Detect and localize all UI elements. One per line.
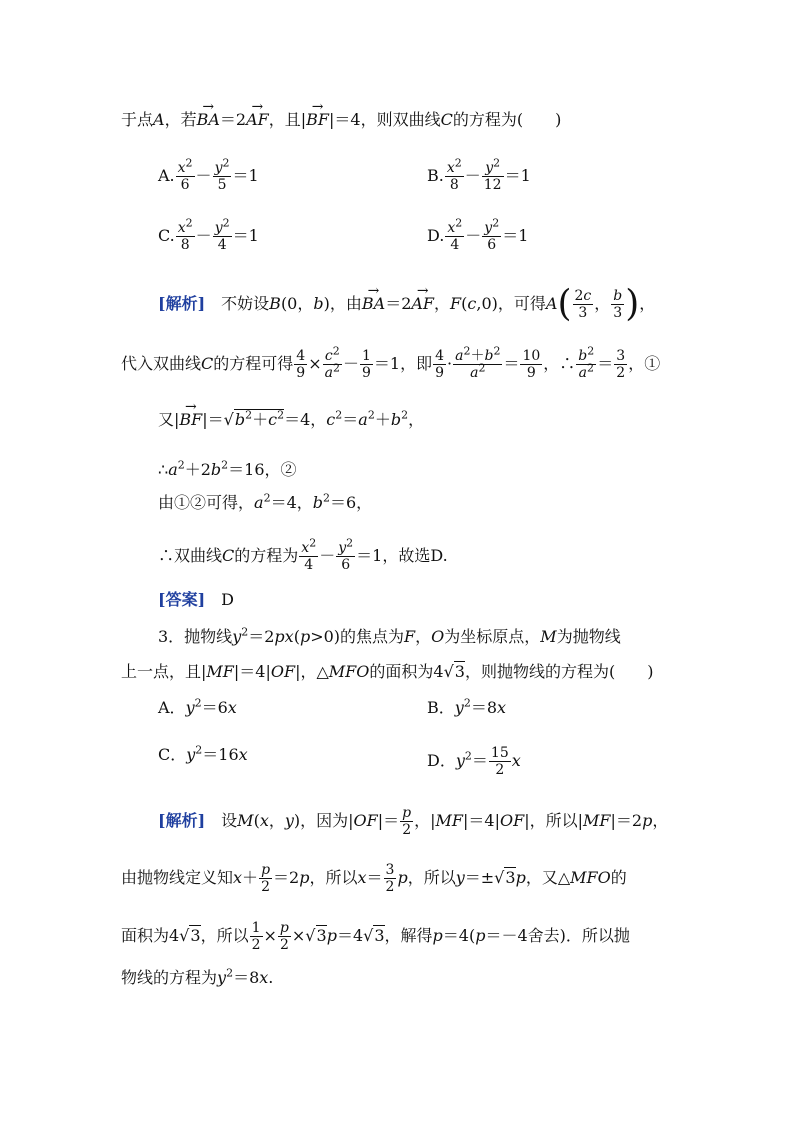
answer-label: [答案]: [158, 590, 206, 609]
analysis-3-label: [解析]: [158, 811, 206, 830]
option-a[interactable]: A. $\frac{x^2}{6}$ － $\frac{y^2}{5}$ ＝1: [158, 156, 259, 193]
problem-3-stem-line-2: 上一点，且|MF|＝4|OF|，△MFO的面积为4√3，则抛物线的方程为( ): [121, 662, 654, 681]
answer-value: D: [221, 590, 234, 609]
option-3d[interactable]: D．$y^2=$ $\frac{15}{2}$ x: [427, 745, 521, 778]
problem-3-stem-line-1: 3．抛物线$y^2=2px(p>0)$的焦点为F，O为坐标原点，M为抛物线: [158, 625, 621, 646]
option-b[interactable]: B. $\frac{x^2}{8}$ － $\frac{y^2}{12}$ ＝1: [427, 156, 531, 193]
analysis-label: [解析]: [158, 294, 206, 313]
analysis-line-3: 又|→ $BF|=√b^2+c^2=4$，$c^2=a^2+b^2$，: [158, 410, 424, 430]
analysis-3-line-3: 面积为4√3，所以 $\frac{1}{2}$ × $\frac{p}{2}$ ×√3p＝4√3，解得p＝4(p＝－4舍去)．所以抛: [121, 920, 630, 953]
option-3a[interactable]: A．$y^2=6x$: [158, 696, 237, 717]
option-d[interactable]: D. $\frac{x^2}{4}$ － $\frac{y^2}{6}$ ＝1: [427, 216, 529, 253]
option-3b[interactable]: B．$y^2=8x$: [427, 696, 507, 717]
option-c[interactable]: C. $\frac{x^2}{8}$ － $\frac{y^2}{4}$ ＝1: [158, 216, 259, 253]
analysis-3-line-1: [解析] 设M(x，y)，因为|OF|＝ $\frac{p}{2}$ ，|MF|＝4|OF|，所以|MF|＝2p，: [158, 805, 669, 838]
problem-2-stem: 于点A，若→ BA＝2→ AF，且|→ BF|＝4，则双曲线C的方程为( ): [121, 110, 561, 130]
analysis-line-4: $\therefore a^2+2b^2=16$，②: [158, 458, 297, 479]
analysis-3-line-2: 由抛物线定义知x＋ $\frac{p}{2}$ ＝2p，所以x＝ $\frac{3}{2}$ p，所以y＝±√3p，又△MFO的: [121, 862, 627, 895]
analysis-3-line-4: 物线的方程为$y^2=8x$.: [121, 966, 274, 987]
analysis-line-6: ∴双曲线C的方程为 $\frac{x^2}{4}$ － $\frac{y^2}{6}$ ＝1，故选D.: [158, 536, 448, 573]
analysis-line-1: [解析] 不妨设B(0，b)，由→ BA＝2→ AF，F(c,0)，可得A( $\frac{2c}{3}$ ， $\frac{b}{3}$ )，: [158, 288, 655, 321]
analysis-line-5: 由①②可得，$a^2=4$，$b^2=6$，: [158, 491, 373, 512]
answer-line: [158, 590, 234, 610]
analysis-line-2: 代入双曲线C的方程可得 $\frac{4}{9}$ × $\frac{c^2}{a^2}$ － $\frac{1}{9}$ ＝1，即 $\frac{4}{9}$ · $\frac{a^2+b^2}{a^2}$ ＝ $\frac{10}{9}$ ，∴ $\frac{b^2}{a^2}$ ＝ $\frac{3}{2}$ ，①: [121, 344, 661, 381]
option-3c[interactable]: C．$y^2=16x$: [158, 743, 248, 764]
